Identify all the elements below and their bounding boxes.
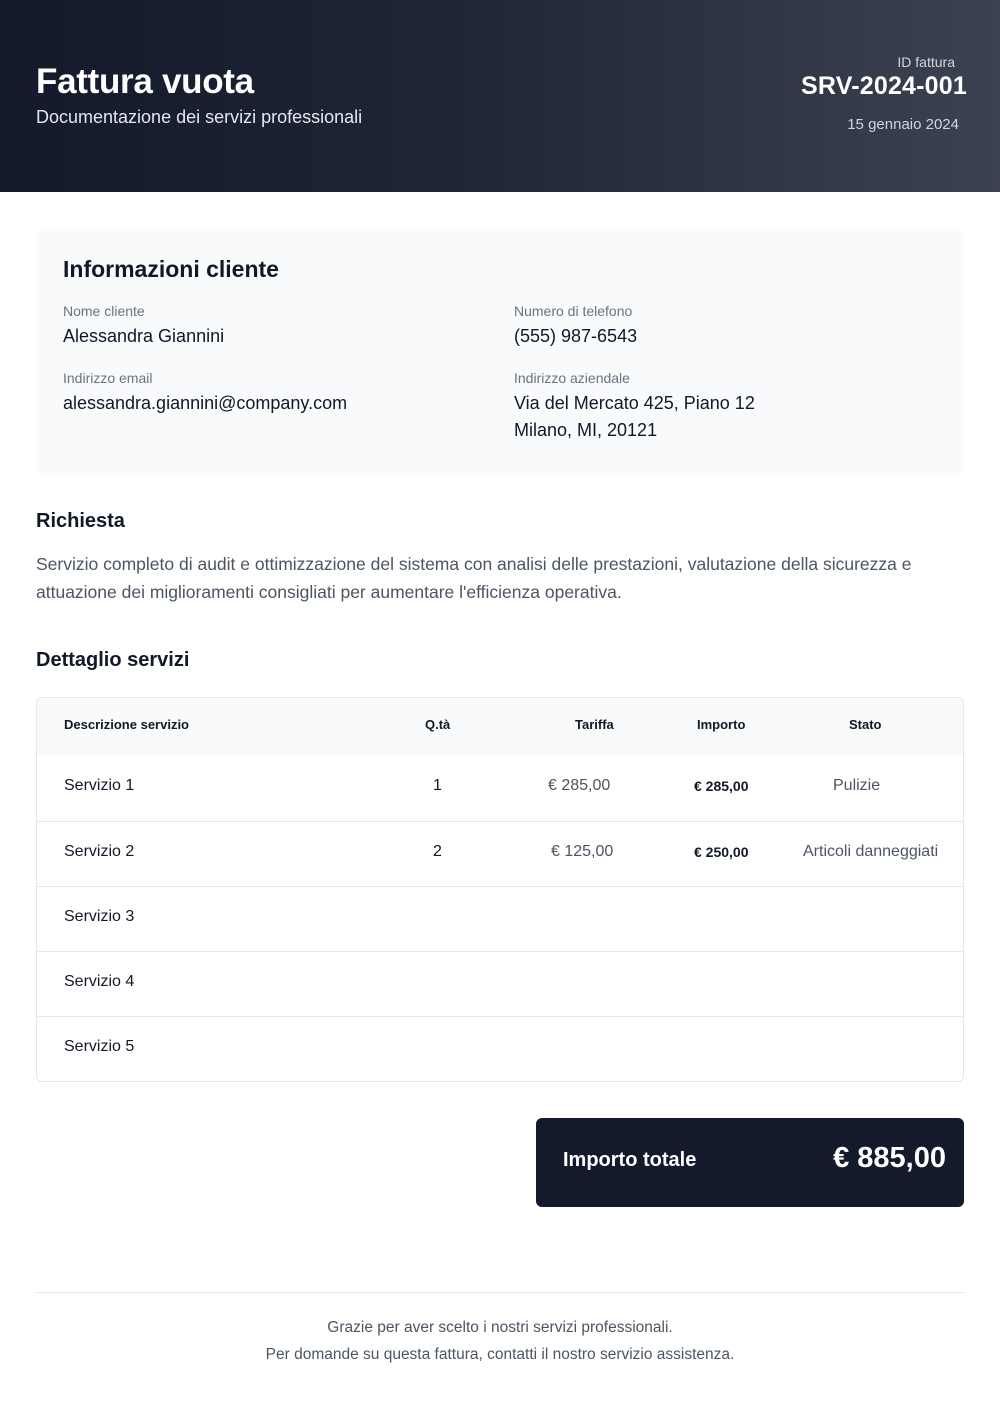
table-row <box>37 886 963 951</box>
client-info-card <box>36 229 964 473</box>
column-header-amount: Importo <box>697 717 746 732</box>
service-status: Articoli danneggiati <box>803 843 939 860</box>
total-amount-box <box>536 1118 964 1207</box>
client-address-field <box>514 370 755 444</box>
invoice-id: SRV-2024-001 <box>801 72 967 100</box>
service-status: Pulizie <box>833 777 881 794</box>
service-qty: 1 <box>433 777 442 794</box>
service-description: Servizio 4 <box>64 973 135 990</box>
invoice-header <box>0 0 1000 192</box>
client-info-heading: Informazioni cliente <box>63 256 279 282</box>
client-address-line2: Milano, MI, 20121 <box>514 420 658 440</box>
table-row <box>37 756 963 821</box>
column-header-qty: Q.tà <box>425 717 451 732</box>
invoice-id-label: ID fattura <box>897 54 955 70</box>
column-header-status: Stato <box>849 717 882 732</box>
client-email-label: Indirizzo email <box>63 370 153 386</box>
services-table <box>36 697 964 1082</box>
service-description: Servizio 5 <box>64 1038 135 1055</box>
service-description: Servizio 3 <box>64 908 135 925</box>
service-amount: € 250,00 <box>694 844 749 860</box>
service-description: Servizio 2 <box>64 843 135 860</box>
footer-divider <box>36 1292 964 1293</box>
invoice-date: 15 gennaio 2024 <box>847 116 959 133</box>
table-row <box>37 821 963 886</box>
client-name-label: Nome cliente <box>63 303 145 319</box>
client-name-value: Alessandra Giannini <box>63 326 225 346</box>
client-phone-label: Numero di telefono <box>514 303 633 319</box>
invoice-subtitle: Documentazione dei servizi professionali <box>36 107 363 127</box>
table-row <box>37 1016 963 1081</box>
services-heading: Dettaglio servizi <box>36 649 190 671</box>
table-row <box>37 951 963 1016</box>
service-rate: € 125,00 <box>551 843 614 860</box>
service-description: Servizio 1 <box>64 777 135 794</box>
footer-contact: Per domande su questa fattura, contatti il nostro servizio assistenza. <box>265 1346 735 1363</box>
client-address-line1: Via del Mercato 425, Piano 12 <box>514 393 755 413</box>
client-address-label: Indirizzo aziendale <box>514 370 630 386</box>
invoice-title: Fattura vuota <box>36 62 254 101</box>
column-header-description: Descrizione servizio <box>64 717 189 732</box>
client-email-value: alessandra.giannini@company.com <box>63 393 348 413</box>
service-qty: 2 <box>433 843 442 860</box>
service-amount: € 285,00 <box>694 778 749 794</box>
client-email-field <box>63 370 347 417</box>
table-header <box>37 698 963 756</box>
request-heading: Richiesta <box>36 510 125 532</box>
client-phone-field <box>514 303 637 350</box>
total-value: € 885,00 <box>833 1142 946 1174</box>
client-name-field <box>63 303 224 350</box>
total-label: Importo totale <box>563 1149 697 1171</box>
client-phone-value: (555) 987-6543 <box>514 326 638 346</box>
column-header-rate: Tariffa <box>575 717 614 732</box>
footer-thanks: Grazie per aver scelto i nostri servizi professionali. <box>327 1319 673 1336</box>
request-text: Servizio completo di audit e ottimizzazione del sistema con analisi delle prestazioni, valutazione della sicurezza e attuazione dei miglioramenti consigliati per aumentare l'efficienza operativa. <box>36 554 912 602</box>
service-rate: € 285,00 <box>548 777 611 794</box>
